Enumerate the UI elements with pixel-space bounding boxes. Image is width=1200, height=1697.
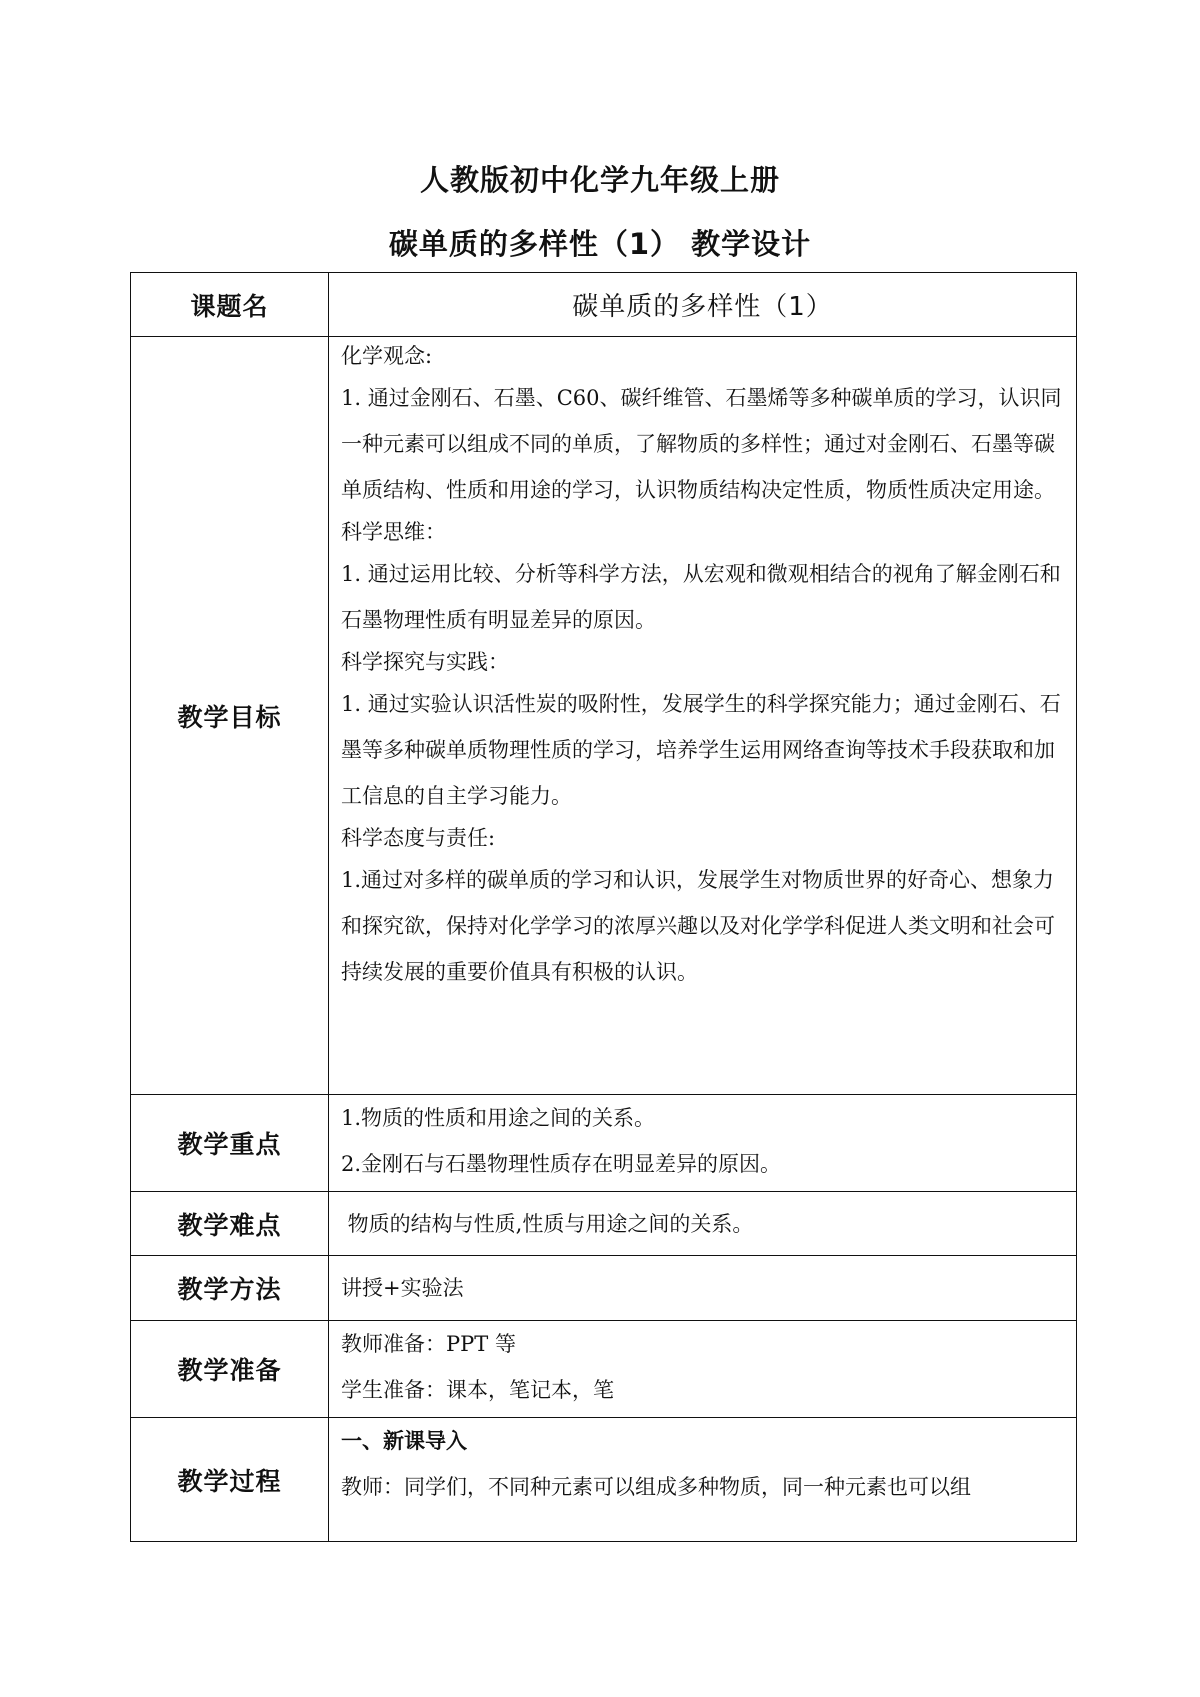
process-heading: 一、新课导入 — [341, 1429, 467, 1453]
goals-heading-attitude: 科学态度与责任: — [341, 826, 496, 850]
table-row-process — [131, 1418, 1077, 1542]
topic-label: 课题名 — [131, 273, 329, 337]
table-row-key-points — [131, 1095, 1077, 1192]
goals-text-inquiry: 1. 通过实验认识活性炭的吸附性，发展学生的科学探究能力；通过金刚石、石墨等多种碳单质物理性质的学习，培养学生运用网络查询等技术手段获取和加工信息的自主学习能力。 — [341, 692, 1061, 808]
key-point-item: 2.金刚石与石墨物理性质存在明显差异的原因。 — [341, 1152, 782, 1176]
goals-content — [329, 337, 1077, 1095]
key-points-label: 教学重点 — [131, 1095, 329, 1192]
process-content — [329, 1418, 1077, 1542]
difficulties-text: 物质的结构与性质,性质与用途之间的关系。 — [341, 1211, 754, 1236]
goals-text-thinking: 1. 通过运用比较、分析等科学方法，从宏观和微观相结合的视角了解金刚石和石墨物理性质有明显差异的原因。 — [341, 562, 1061, 632]
goals-label: 教学目标 — [131, 337, 329, 1095]
goals-heading-inquiry: 科学探究与实践： — [341, 650, 509, 674]
process-text: 教师：同学们，不同种元素可以组成多种物质，同一种元素也可以组 — [341, 1475, 971, 1499]
table-row-topic — [131, 273, 1077, 337]
table-row-preparation — [131, 1321, 1077, 1418]
table-row-goals — [131, 337, 1077, 1095]
method-label: 教学方法 — [131, 1256, 329, 1321]
key-points-content — [329, 1095, 1077, 1192]
process-label: 教学过程 — [131, 1418, 329, 1542]
document-subtitle: 碳单质的多样性（1） 教学设计 — [388, 227, 812, 261]
goals-heading-thinking: 科学思维： — [341, 520, 446, 544]
table-row-method — [131, 1256, 1077, 1321]
preparation-content — [329, 1321, 1077, 1418]
table-row-difficulties — [131, 1192, 1077, 1256]
preparation-label: 教学准备 — [131, 1321, 329, 1418]
lesson-plan-table — [130, 272, 1077, 1542]
topic-value: 碳单质的多样性（1） — [329, 273, 1077, 337]
difficulties-label: 教学难点 — [131, 1192, 329, 1256]
preparation-student: 学生准备：课本，笔记本，笔 — [341, 1378, 614, 1402]
document-title: 人教版初中化学九年级上册 — [419, 163, 780, 197]
goals-heading-chemistry: 化学观念: — [341, 344, 433, 368]
key-point-item: 1.物质的性质和用途之间的关系。 — [341, 1106, 656, 1130]
goals-text-chemistry: 1. 通过金刚石、石墨、C60、碳纤维管、石墨烯等多种碳单质的学习，认识同一种元素可以组成不同的单质，了解物质的多样性；通过对金刚石、石墨等碳单质结构、性质和用途的学习，认识物质结构决定性质，物质性质决定用途。 — [341, 386, 1062, 502]
preparation-teacher: 教师准备：PPT 等 — [341, 1332, 516, 1356]
goals-text-attitude: 1.通过对多样的碳单质的学习和认识，发展学生对物质世界的好奇心、想象力和探究欲，保持对化学学习的浓厚兴趣以及对化学学科促进人类文明和社会可持续发展的重要价值具有积极的认识。 — [341, 868, 1055, 984]
method-content — [329, 1256, 1077, 1321]
method-text: 讲授+实验法 — [341, 1276, 464, 1300]
difficulties-content — [329, 1192, 1077, 1256]
